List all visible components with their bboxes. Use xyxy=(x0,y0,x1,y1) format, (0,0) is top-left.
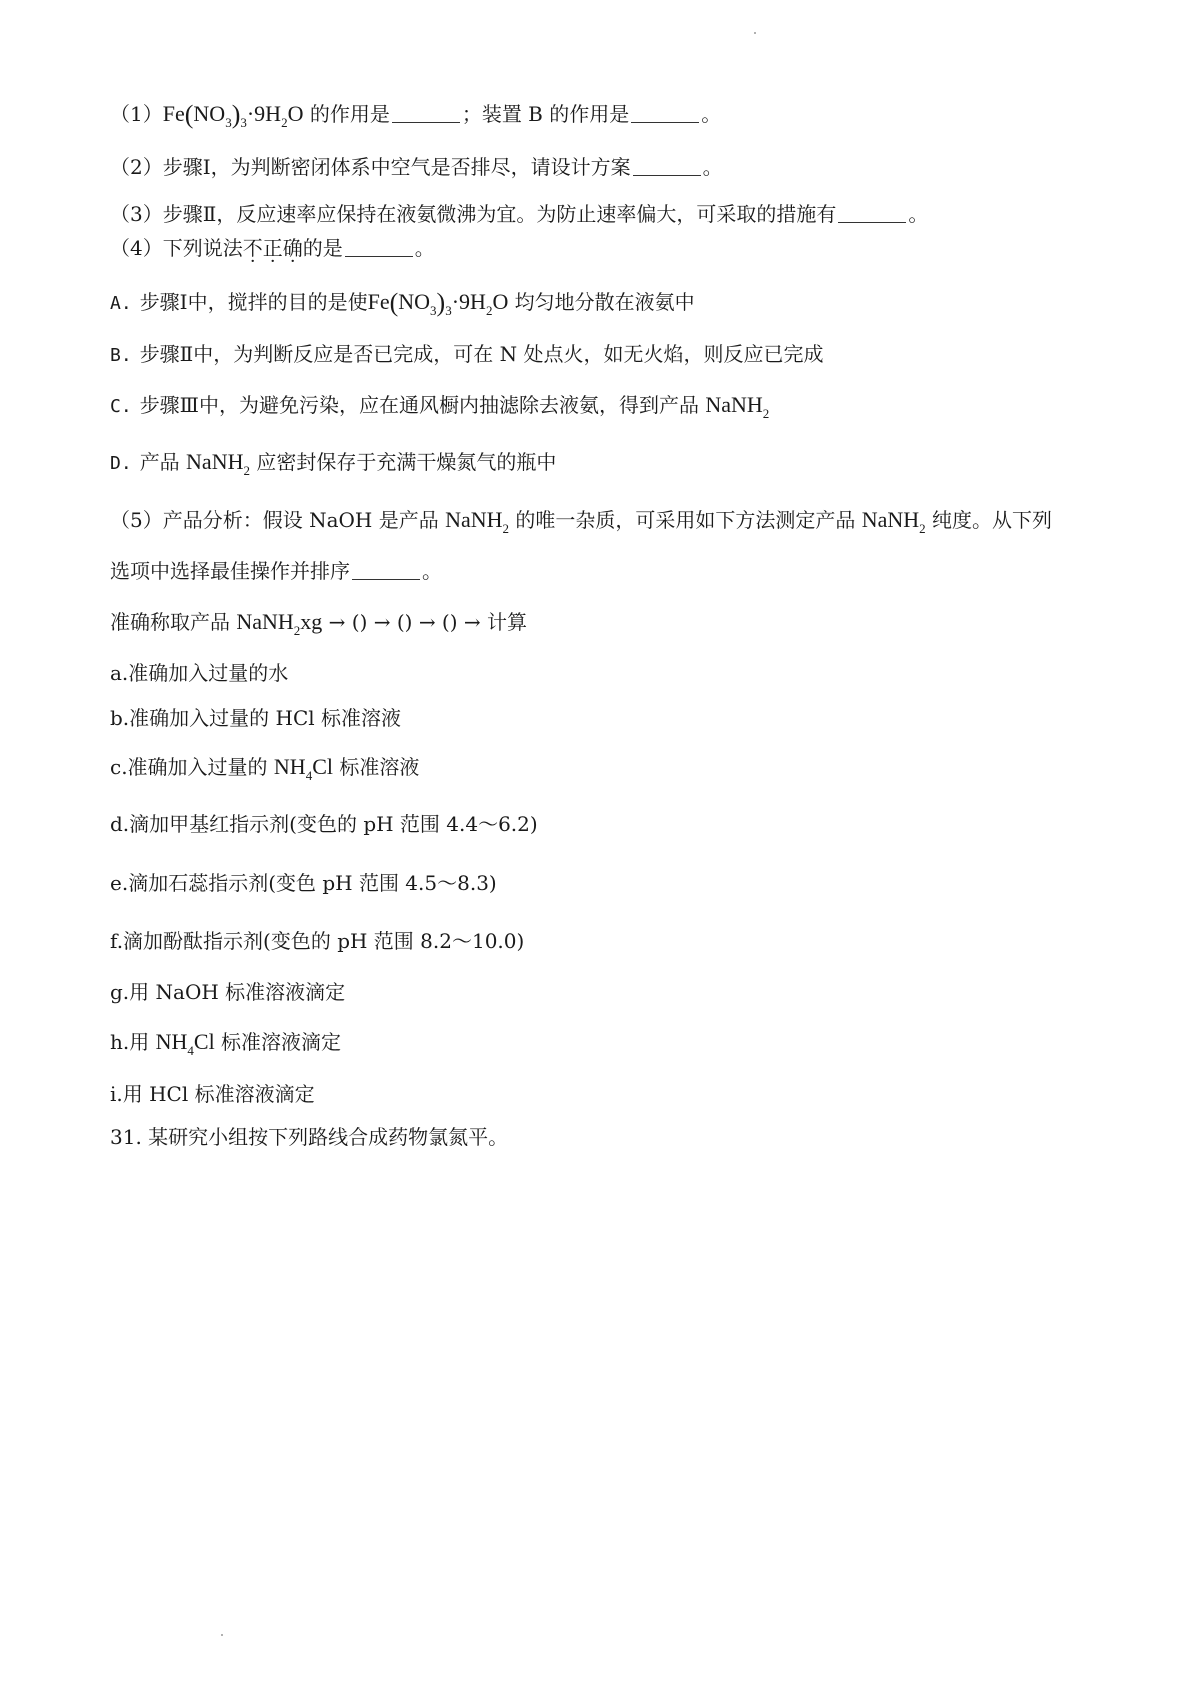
formula-sodium-amide: NaNH$_2$ xyxy=(186,449,250,478)
choice-g: g.用 NaOH 标准溶液滴定 xyxy=(110,980,346,1004)
choice-b: b.准确加入过量的 HCl 标准溶液 xyxy=(110,706,402,730)
speck-bottom xyxy=(221,1634,223,1636)
formula-sodium-amide: NaNH$_2$ xyxy=(861,507,926,536)
option-b: B. 步骤Ⅱ中，为判断反应是否已完成，可在 N 处点火，如无火焰，则反应已完成 xyxy=(110,342,824,366)
formula-ammonium-chloride: $NH_4Cl$ xyxy=(273,754,333,783)
choice-a: a.准确加入过量的水 xyxy=(110,661,289,685)
question-4: （4）下列说法不正确的是 。 xyxy=(110,236,435,260)
question-31: 31. 某研究小组按下列路线合成药物氯氮平。 xyxy=(110,1125,509,1149)
formula-sodium-amide: NaNH$_2$xg xyxy=(236,609,323,638)
choice-e: e.滴加石蕊指示剂(变色 pH 范围 4.5～8.3) xyxy=(110,871,497,895)
speck-top xyxy=(754,32,756,34)
answer-blank-1a[interactable] xyxy=(392,100,460,123)
choice-c: c.准确加入过量的 $NH_4Cl$ 标准溶液 xyxy=(110,754,420,783)
answer-blank-3[interactable] xyxy=(838,200,906,223)
formula-iron-nitrate: $Fe(NO_3)_3\cdot 9H_2O$ xyxy=(162,100,304,130)
choice-d: d.滴加甲基红指示剂(变色的 pH 范围 4.4～6.2) xyxy=(110,812,538,836)
question-2: （2）步骤Ⅰ，为判断密闭体系中空气是否排尽，请设计方案 。 xyxy=(110,155,723,179)
formula-sodium-amide: NaNH$_2$ xyxy=(705,392,770,421)
option-c: C. 步骤Ⅲ中，为避免污染，应在通风橱内抽滤除去液氨，得到产品 NaNH$_2$ xyxy=(110,392,770,421)
emphasis-char: 正 xyxy=(262,236,283,260)
answer-blank-4[interactable] xyxy=(345,234,413,257)
choice-f: f.滴加酚酞指示剂(变色的 pH 范围 8.2～10.0) xyxy=(110,929,525,953)
choice-i: i.用 HCl 标准溶液滴定 xyxy=(110,1082,315,1106)
formula-iron-nitrate: $Fe(NO_3)_3\cdot 9H_2O$ xyxy=(367,288,509,318)
question-5: （5）产品分析：假设 NaOH 是产品 NaNH$_2$ 的唯一杂质，可采用如下方法测定产品 NaNH$_2$ 纯度。从下列 xyxy=(110,507,1053,536)
option-a: A. 步骤Ⅰ中，搅拌的目的是使$Fe(NO_3)_3\cdot 9H_2O$ 均匀地分散在液氨中 xyxy=(110,288,695,318)
choice-h: h.用 $NH_4Cl$ 标准溶液滴定 xyxy=(110,1029,342,1058)
answer-blank-5[interactable] xyxy=(352,557,420,580)
formula-ammonium-chloride: $NH_4Cl$ xyxy=(155,1029,215,1058)
answer-blank-1b[interactable] xyxy=(631,100,699,123)
formula-sodium-amide: NaNH$_2$ xyxy=(445,507,509,536)
question-1: $(1)Fe(NO_3)_3\cdot 9H_2O$ 的作用是 ；装置 B 的作用是 。 xyxy=(110,100,722,130)
option-d: D. 产品 NaNH$_2$ 应密封保存于充满干燥氮气的瓶中 xyxy=(110,449,557,478)
procedure-sequence: 准确称取产品 NaNH$_2$xg → () → () → () → 计算 xyxy=(110,609,528,638)
emphasis-char: 确 xyxy=(282,236,303,260)
question-3: （3）步骤Ⅱ，反应速率应保持在液氨微沸为宜。为防止速率偏大，可采取的措施有 。 xyxy=(110,202,929,226)
answer-blank-2[interactable] xyxy=(633,153,701,176)
question-5-cont: 选项中选择最佳操作并排序 。 xyxy=(110,559,442,583)
emphasis-char: 不 xyxy=(242,236,263,260)
